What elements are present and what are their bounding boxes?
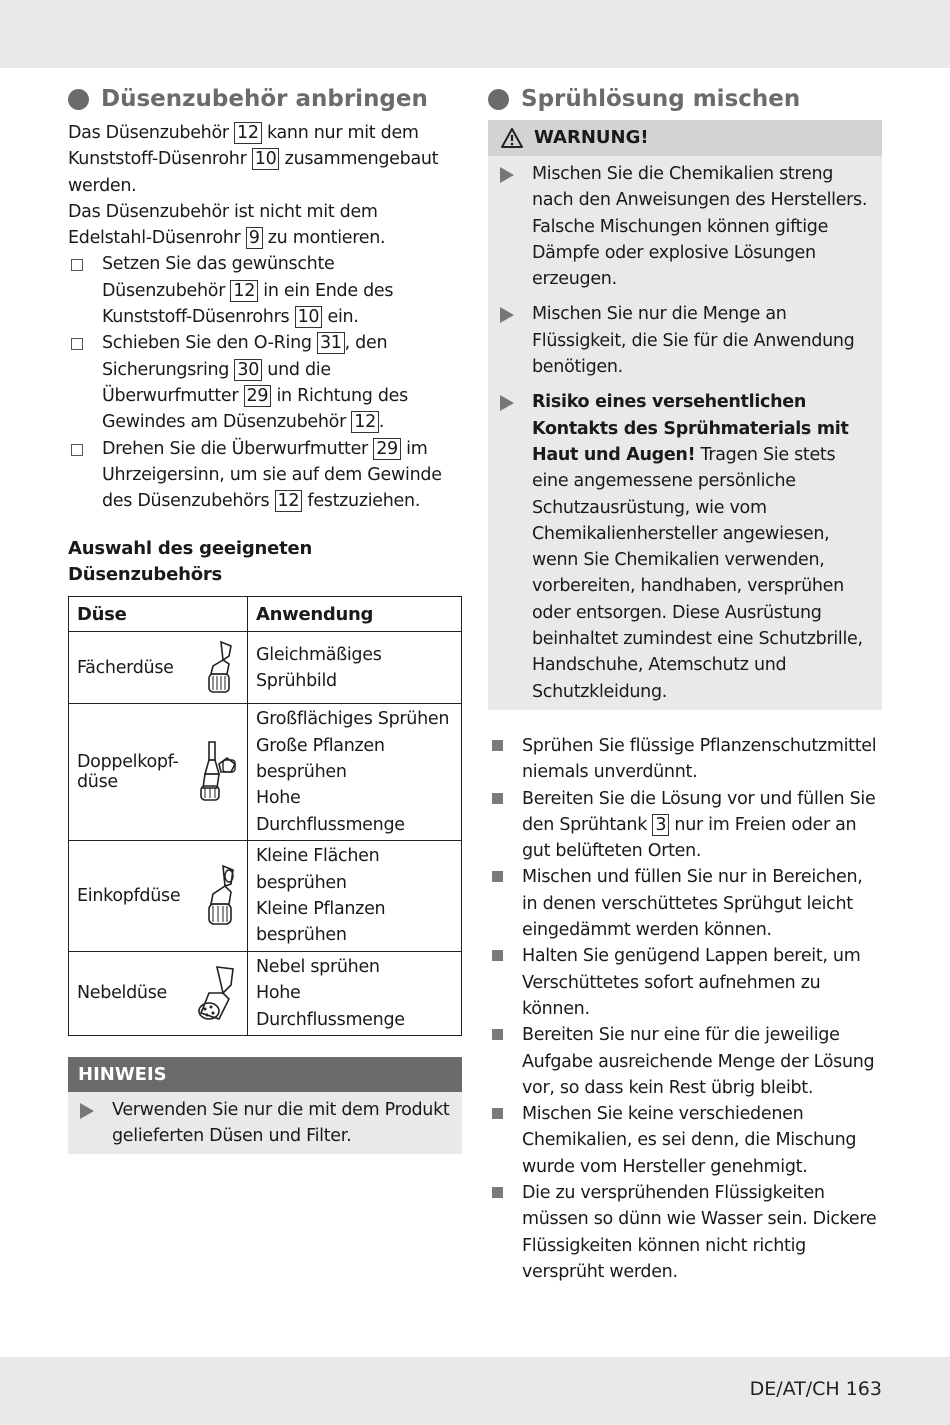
nozzle-name: Fächerdüse bbox=[77, 657, 174, 678]
nozzle-table bbox=[68, 596, 462, 1035]
reference-number-box: 29 bbox=[373, 438, 401, 460]
use-line: Kleine Flächen bbox=[256, 846, 380, 867]
section-heading-nozzle bbox=[68, 84, 462, 114]
use-line: Kleine Pflanzen bbox=[256, 898, 386, 919]
intro-paragraph: Das Düsenzubehör ist nicht mit dem Edelstahl-Düsenrohr 9 zu montieren. bbox=[68, 201, 386, 249]
table-heading: Auswahl des geeigneten Düsenzubehörs bbox=[68, 538, 313, 586]
section-title: Düsenzubehör anbringen bbox=[101, 86, 428, 112]
nozzle-name: Doppelkopf- düse bbox=[77, 752, 179, 793]
mixing-instructions bbox=[488, 733, 882, 1285]
reference-number-box: 10 bbox=[252, 148, 280, 170]
use-line: besprühen bbox=[256, 925, 347, 946]
use-line: Gleichmäßiges bbox=[256, 644, 382, 665]
use-line: Nebel sprühen bbox=[256, 956, 380, 977]
use-line: Hohe Durchflussmenge bbox=[256, 983, 405, 1030]
reference-number-box: 12 bbox=[275, 490, 303, 512]
reference-number-box: 29 bbox=[244, 385, 272, 407]
warning-triangle-icon bbox=[500, 127, 524, 149]
table-header-row bbox=[69, 597, 462, 632]
warning-item: Mischen Sie die Chemikalien streng nach den Anweisungen des Herstellers. Falsche Mischungen können giftige Dämpfe oder explosive Lösungen erzeugen. bbox=[488, 161, 874, 292]
note-item: Verwenden Sie nur die mit dem Produkt gelieferten Düsen und Filter. bbox=[68, 1097, 456, 1150]
right-column bbox=[488, 84, 882, 1285]
reference-number-box: 30 bbox=[234, 359, 262, 381]
intro-text bbox=[68, 120, 462, 251]
instruction-item: Die zu versprühenden Flüssigkeiten müssen so dünn wie Wasser sein. Dickere Flüssigkeiten können nicht richtig versprüht werden. bbox=[488, 1180, 882, 1285]
step-item: Drehen Sie die Überwurfmutter 29 im Uhrzeigersinn, um sie auf dem Gewinde des Düsenzubehörs 12 festzuziehen. bbox=[68, 436, 462, 515]
use-line: besprühen bbox=[256, 762, 347, 783]
note-box bbox=[68, 1057, 462, 1155]
column-header-use: Anwendung bbox=[248, 597, 462, 632]
warning-header bbox=[488, 120, 882, 156]
table-row bbox=[69, 704, 462, 840]
fan-nozzle-icon bbox=[199, 638, 239, 698]
use-line: Große Pflanzen bbox=[256, 735, 385, 756]
nozzle-name: Nebeldüse bbox=[77, 983, 167, 1004]
double-head-nozzle-icon bbox=[195, 740, 239, 804]
emphasis-text: Risiko eines versehentlichen Kontakts des Sprühmaterials mit Haut und Augen! bbox=[532, 392, 849, 465]
page-number: DE/AT/CH 163 bbox=[749, 1378, 882, 1400]
step-item: Schieben Sie den O-Ring 31 , den Sicherungsring 30 und die Überwurfmutter 29 in Richtung des Gewindes am Düsenzubehör 12 . bbox=[68, 330, 462, 435]
use-line: Hohe Durchflussmenge bbox=[256, 788, 405, 835]
reference-number-box: 3 bbox=[652, 814, 669, 836]
intro-paragraph: Das Düsenzubehör 12 kann nur mit dem Kunststoff-Düsenrohr 10 zusammengebaut werden. bbox=[68, 123, 439, 196]
step-item: Setzen Sie das gewünschte Düsenzubehör 12 in ein Ende des Kunststoff-Düsenrohrs 10 ein. bbox=[68, 251, 462, 330]
note-list bbox=[68, 1092, 462, 1155]
bullet-dot-icon bbox=[68, 89, 89, 110]
assembly-steps bbox=[68, 251, 462, 514]
instruction-item: Mischen Sie keine verschiedenen Chemikalien, es sei denn, die Mischung wurde vom Hersteller genehmigt. bbox=[488, 1101, 882, 1180]
mist-nozzle-icon bbox=[195, 963, 239, 1023]
section-title: Sprühlösung mischen bbox=[521, 86, 801, 112]
instruction-item: Bereiten Sie nur eine für die jeweilige Aufgabe ausreichende Menge der Lösung vor, so dass kein Rest übrig bleibt. bbox=[488, 1022, 882, 1101]
section-heading-mixing bbox=[488, 84, 882, 114]
note-title: HINWEIS bbox=[68, 1057, 462, 1092]
use-line: besprühen bbox=[256, 872, 347, 893]
reference-number-box: 10 bbox=[295, 306, 323, 328]
reference-number-box: 12 bbox=[230, 280, 258, 302]
use-line: Sprühbild bbox=[256, 670, 337, 691]
warning-item: Mischen Sie nur die Menge an Flüssigkeit, die Sie für die Anwendung benötigen. bbox=[488, 301, 874, 380]
warning-box bbox=[488, 120, 882, 710]
left-column bbox=[68, 84, 462, 1154]
warning-list bbox=[488, 156, 882, 710]
reference-number-box: 12 bbox=[234, 122, 262, 144]
instruction-item: Halten Sie genügend Lappen bereit, um Verschüttetes sofort aufnehmen zu können. bbox=[488, 943, 882, 1022]
table-row bbox=[69, 632, 462, 704]
instruction-item: Sprühen Sie flüssige Pflanzenschutzmittel niemals unverdünnt. bbox=[488, 733, 882, 786]
table-row bbox=[69, 951, 462, 1035]
header-bar bbox=[0, 0, 950, 68]
table-row bbox=[69, 840, 462, 951]
single-head-nozzle-icon bbox=[199, 864, 239, 928]
reference-number-box: 9 bbox=[246, 227, 263, 249]
reference-number-box: 31 bbox=[317, 332, 345, 354]
bullet-dot-icon bbox=[488, 89, 509, 110]
column-header-nozzle: Düse bbox=[69, 597, 248, 632]
use-line: Großflächiges Sprühen bbox=[256, 709, 450, 730]
warning-title: WARNUNG! bbox=[534, 127, 649, 148]
instruction-item: Mischen und füllen Sie nur in Bereichen, in denen verschüttetes Sprühgut leicht eingedämmt werden können. bbox=[488, 864, 882, 943]
instruction-item: Bereiten Sie die Lösung vor und füllen Sie den Sprühtank 3 nur im Freien oder an gut belüfteten Orten. bbox=[488, 786, 882, 865]
reference-number-box: 12 bbox=[351, 411, 379, 433]
warning-item: Risiko eines versehentlichen Kontakts des Sprühmaterials mit Haut und Augen! Tragen Sie stets eine angemessene persönliche Schutzausrüstung, wie vom Chemikalienhersteller angewiesen, wenn Sie Chemikalien verwenden, vorbereiten, handhaben, versprühen oder entsorgen. Diese Ausrüstung beinhaltet zumindest eine Schutzbrille, Handschuhe, Atemschutz und Schutzkleidung. bbox=[488, 389, 874, 705]
nozzle-name: Einkopfdüse bbox=[77, 885, 181, 906]
